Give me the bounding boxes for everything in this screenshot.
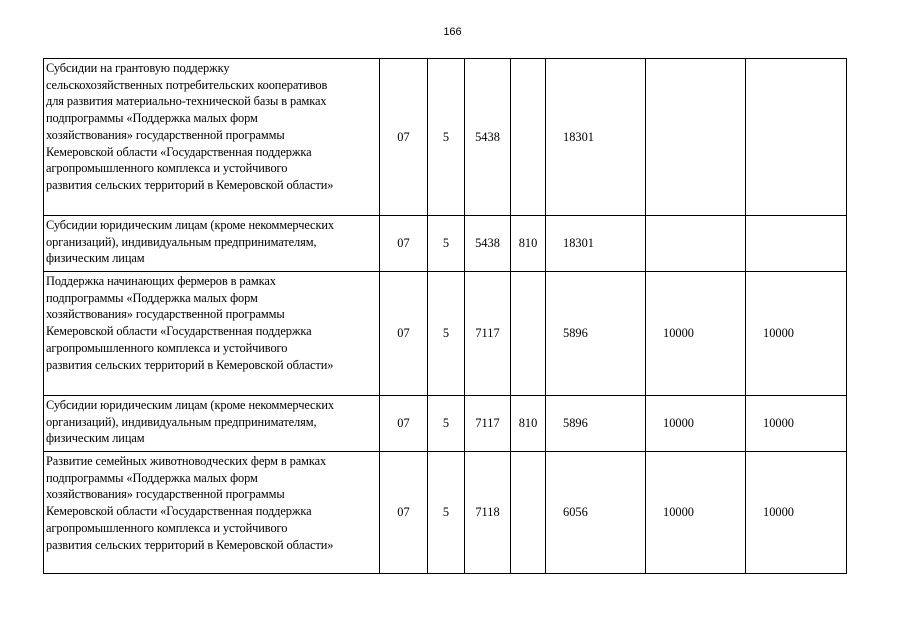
expense-type-code — [511, 272, 546, 396]
amount-3 — [746, 216, 847, 272]
article-code: 7118 — [465, 452, 511, 574]
section-code: 07 — [380, 452, 428, 574]
table-row — [44, 59, 847, 216]
article-code: 5438 — [465, 216, 511, 272]
article-code: 7117 — [465, 272, 511, 396]
subprogram-code: 5 — [428, 216, 465, 272]
amount-3: 10000 — [746, 272, 847, 396]
row-name: Поддержка начинающих фермеров в рамках подпрограммы «Поддержка малых форм хозяйствования» государственной программы Кемеровской области «Государственная поддержка агропромышленного комплекса и устойчивого развития сельских территорий в Кемеровской области» — [44, 272, 380, 396]
subprogram-code: 5 — [428, 59, 465, 216]
section-code: 07 — [380, 272, 428, 396]
budget-table — [43, 58, 847, 574]
amount-1: 18301 — [546, 216, 646, 272]
row-name: Субсидии юридическим лицам (кроме некоммерческих организаций), индивидуальным предпринимателям, физическим лицам — [44, 396, 380, 452]
amount-3 — [746, 59, 847, 216]
row-name: Субсидии на грантовую поддержку сельскохозяйственных потребительских кооперативов для развития материально-технической базы в рамках подпрограммы «Поддержка малых форм хозяйствования» государственной программы Кемеровской области «Государственная поддержка агропромышленного комплекса и устойчивого развития сельских территорий в Кемеровской области» — [44, 59, 380, 216]
section-code: 07 — [380, 216, 428, 272]
amount-1: 5896 — [546, 272, 646, 396]
amount-2 — [646, 216, 746, 272]
expense-type-code: 810 — [511, 396, 546, 452]
article-code: 7117 — [465, 396, 511, 452]
row-name: Субсидии юридическим лицам (кроме некоммерческих организаций), индивидуальным предпринимателям, физическим лицам — [44, 216, 380, 272]
page-number: 166 — [443, 26, 462, 38]
amount-2: 10000 — [646, 452, 746, 574]
section-code: 07 — [380, 59, 428, 216]
row-name: Развитие семейных животноводческих ферм в рамках подпрограммы «Поддержка малых форм хозяйствования» государственной программы Кемеровской области «Государственная поддержка агропромышленного комплекса и устойчивого развития сельских территорий в Кемеровской области» — [44, 452, 380, 574]
amount-1: 5896 — [546, 396, 646, 452]
table-row — [44, 396, 847, 452]
article-code: 5438 — [465, 59, 511, 216]
amount-2: 10000 — [646, 272, 746, 396]
amount-2: 10000 — [646, 396, 746, 452]
amount-2 — [646, 59, 746, 216]
table-row — [44, 216, 847, 272]
subprogram-code: 5 — [428, 272, 465, 396]
expense-type-code — [511, 59, 546, 216]
section-code: 07 — [380, 396, 428, 452]
expense-type-code — [511, 452, 546, 574]
amount-1: 6056 — [546, 452, 646, 574]
expense-type-code: 810 — [511, 216, 546, 272]
table-row — [44, 452, 847, 574]
table-row — [44, 272, 847, 396]
amount-1: 18301 — [546, 59, 646, 216]
amount-3: 10000 — [746, 452, 847, 574]
subprogram-code: 5 — [428, 452, 465, 574]
amount-3: 10000 — [746, 396, 847, 452]
subprogram-code: 5 — [428, 396, 465, 452]
